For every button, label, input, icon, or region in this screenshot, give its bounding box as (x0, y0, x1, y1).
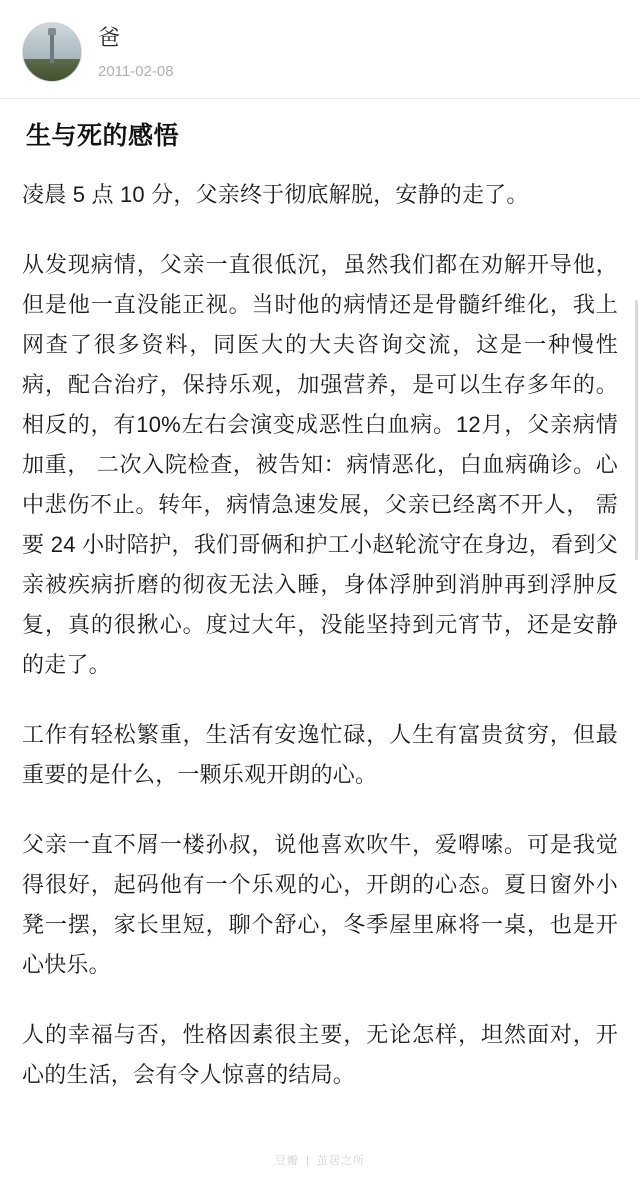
watermark-separator: | (306, 1155, 310, 1167)
post-header (0, 4, 640, 92)
watermark (0, 1152, 640, 1168)
avatar-tower (50, 33, 54, 63)
paragraph-1: 凌晨 5 点 10 分，父亲终于彻底解脱，安静的走了。 (22, 182, 529, 207)
post-header-text (98, 22, 174, 82)
paragraph-2: 从发现病情，父亲一直很低沉，虽然我们都在劝解开导他，但是他一直没能正视。当时他的病情还是骨髓纤维化，我上网查了很多资料，同医大的大夫咨询交流，这是一种慢性病，配合治疗，保持乐观，加强营养，是可以生存多年的。相反的，有10%左右会演变成恶性白血病。12月，父亲病情加重， 二次入院检查，被告知：病情恶化，白血病确诊。心中悲伤不止。转年，病情急速发展，父亲已经离不开人， 需要 24 小时陪护，我们哥俩和护工小赵轮流守在身边，看到父亲被疾病折磨的彻夜无法入睡，身体浮肿到消肿再到浮肿反复，真的很揪心。度过大年，没能坚持到元宵节，还是安静的走了。 (22, 252, 618, 677)
post-date: 2011-02-08 (98, 63, 174, 80)
watermark-account: 茧居之所 (316, 1155, 365, 1167)
page-title: 生与死的感悟 (26, 122, 180, 150)
article-body (0, 99, 640, 1095)
scrollbar[interactable] (635, 300, 638, 560)
watermark-source: 豆瓣 (275, 1155, 299, 1167)
author-name[interactable]: 爸 (98, 25, 121, 50)
paragraph-3: 工作有轻松繁重，生活有安逸忙碌，人生有富贵贫穷，但最重要的是什么，一颗乐观开朗的心。 (22, 722, 618, 787)
paragraph-4: 父亲一直不屑一楼孙叔，说他喜欢吹牛，爱嘚嗦。可是我觉得很好，起码他有一个乐观的心，开朗的心态。夏日窗外小凳一摆，家长里短，聊个舒心，冬季屋里麻将一桌，也是开心快乐。 (22, 832, 618, 977)
paragraph-5: 人的幸福与否，性格因素很主要，无论怎样，坦然面对，开心的生活，会有令人惊喜的结局。 (22, 1022, 618, 1087)
avatar[interactable] (22, 22, 82, 82)
